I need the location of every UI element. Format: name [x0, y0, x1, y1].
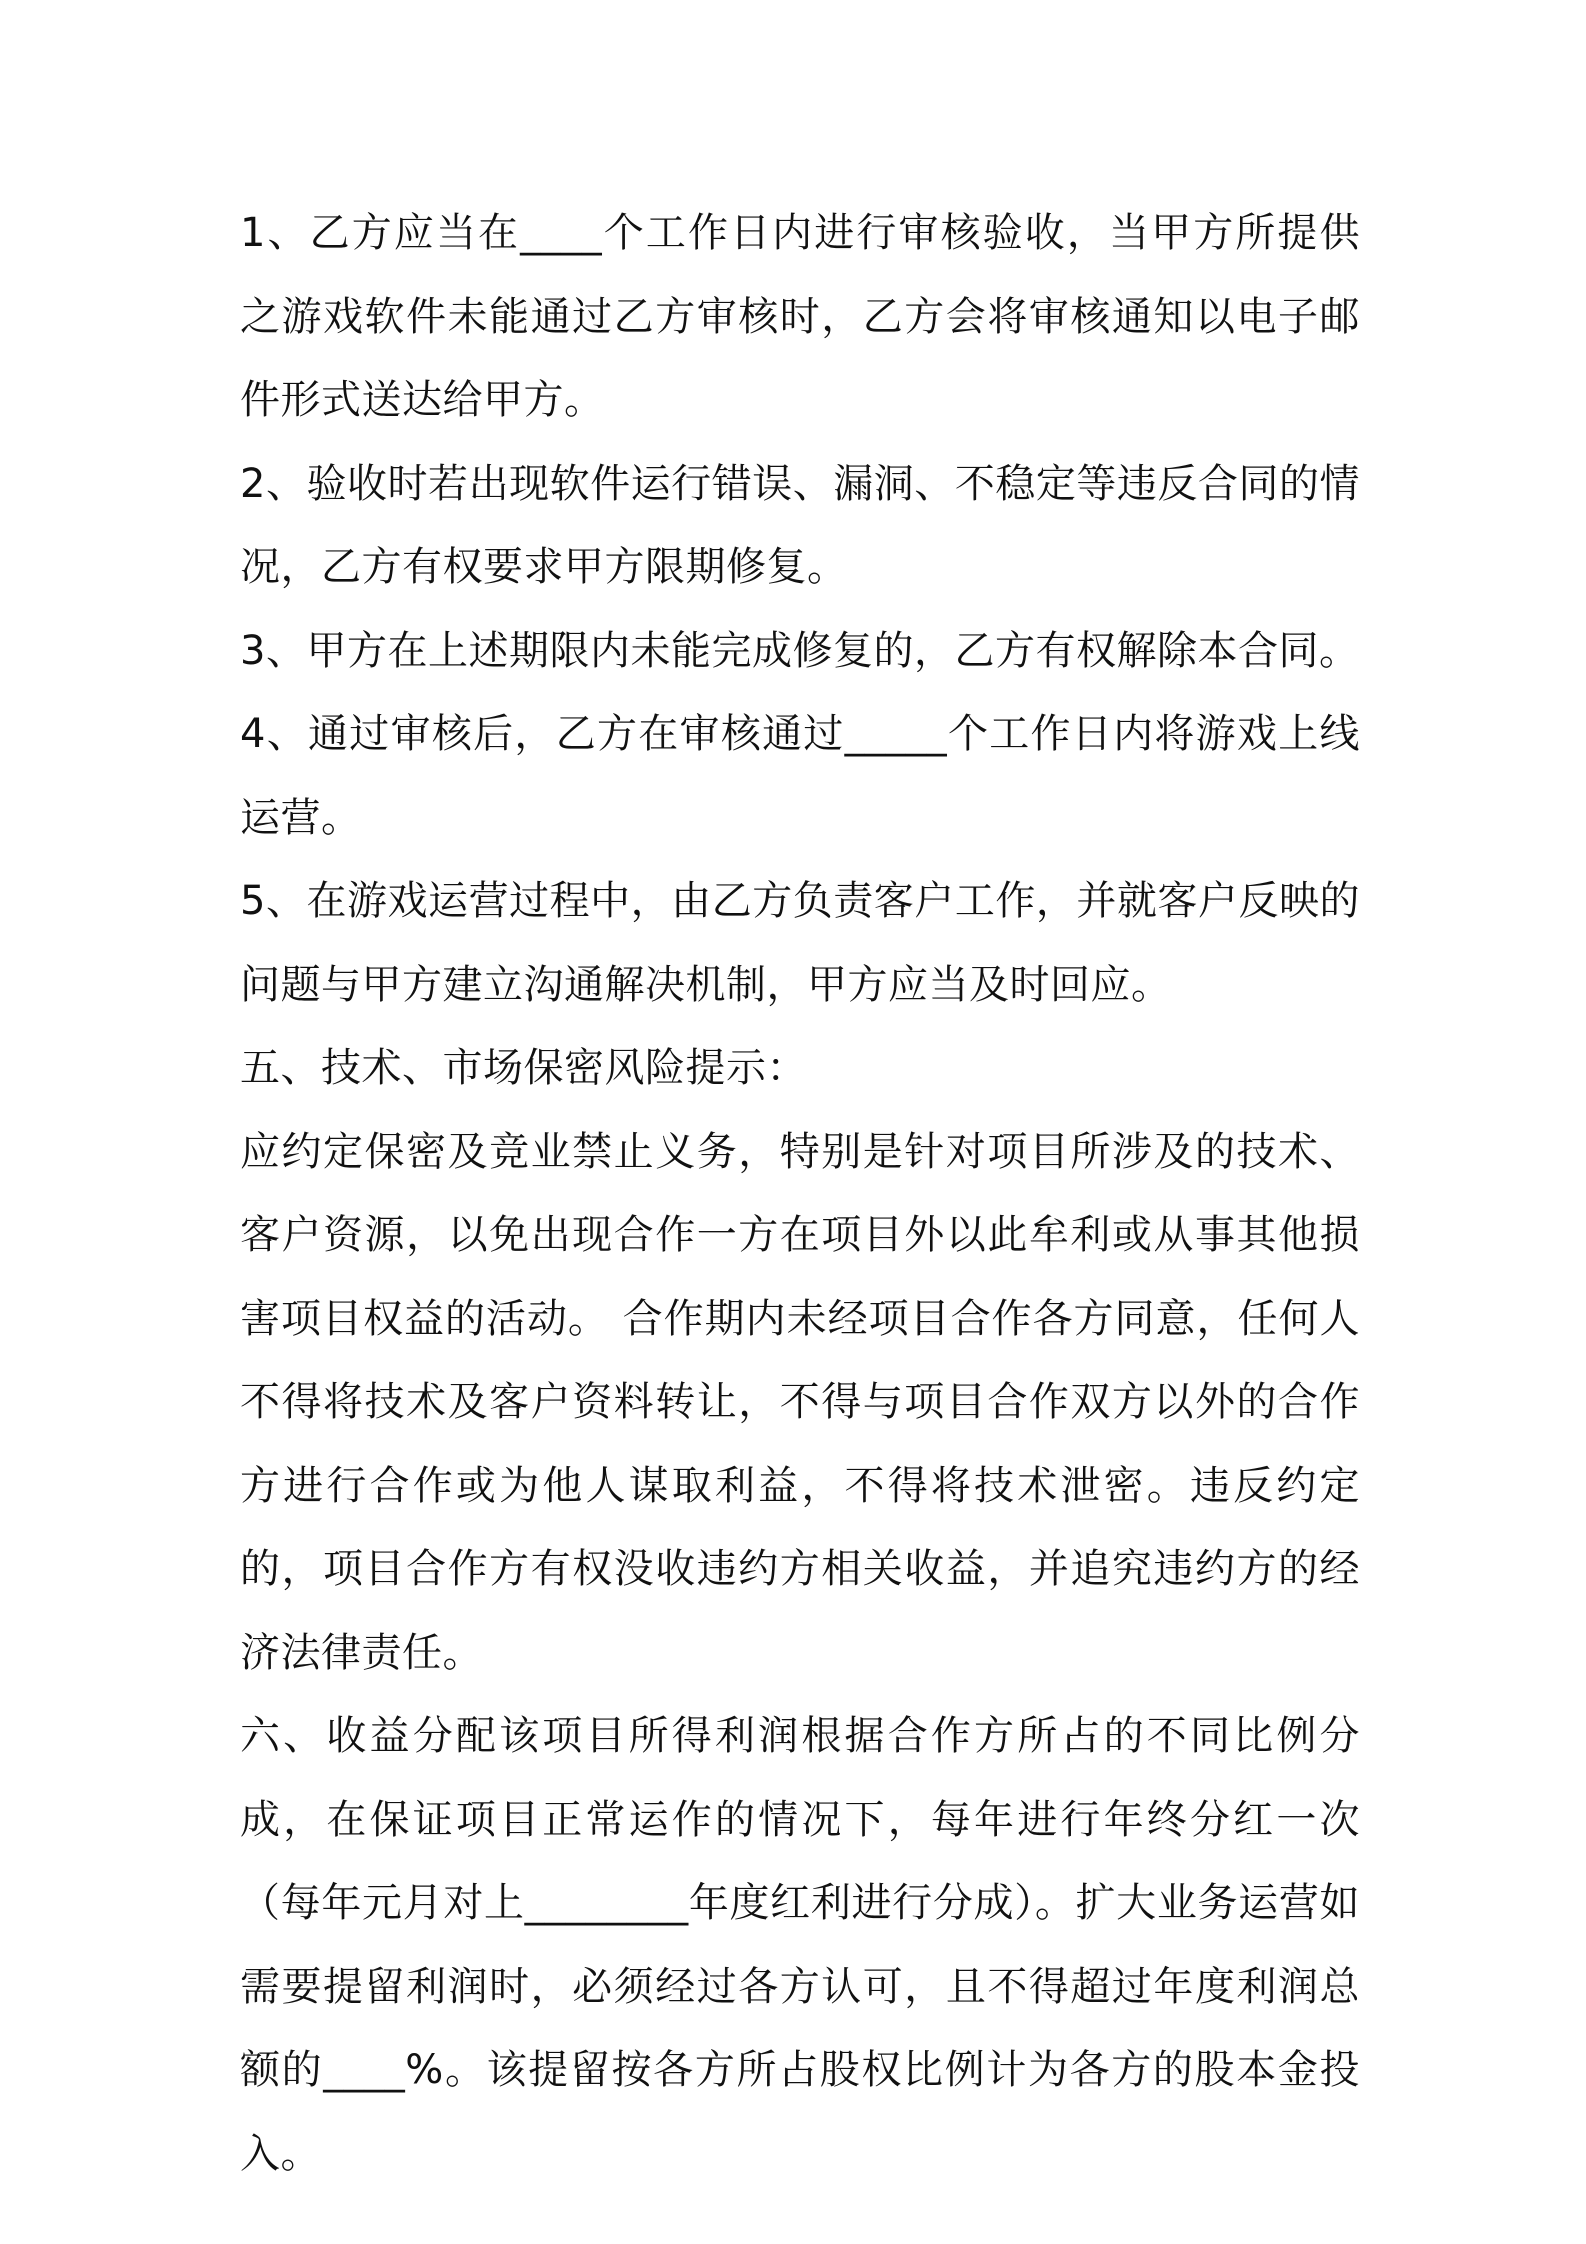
section-5-heading: 五、技术、市场保密风险提示： — [240, 1045, 807, 1091]
clause-2-defect-repair: 2、验收时若出现软件运行错误、漏洞、不稳定等违反合同的情况，乙方有权要求甲方限期修复。 — [240, 460, 1360, 590]
document-body — [240, 192, 1360, 2196]
clause-3-termination: 3、甲方在上述期限内未能完成修复的，乙方有权解除本合同。 — [240, 627, 1360, 674]
clause-5-customer-service: 5、在游戏运营过程中，由乙方负责客户工作，并就客户反映的问题与甲方建立沟通解决机制，甲方应当及时回应。 — [240, 878, 1360, 1008]
clause-1-review-acceptance: 1、乙方应当在____个工作日内进行审核验收，当甲方所提供之游戏软件未能通过乙方审核时，乙方会将审核通知以电子邮件形式送达给甲方。 — [240, 210, 1360, 423]
clause-4-launch: 4、通过审核后，乙方在审核通过_____个工作日内将游戏上线运营。 — [240, 711, 1360, 841]
section-6-profit-distribution: 六、收益分配该项目所得利润根据合作方所占的不同比例分成，在保证项目正常运作的情况下，每年进行年终分红一次（每年元月对上________年度红利进行分成）。扩大业务运营如需要提留利润时，必须经过各方认可，且不得超过年度利润总额的____%。该提留按各方所占股权比例计为各方的股本金投入。 — [240, 1713, 1360, 2177]
section-5-confidentiality-text: 应约定保密及竞业禁止义务，特别是针对项目所涉及的技术、客户资源，以免出现合作一方在项目外以此牟利或从事其他损害项目权益的活动。 合作期内未经项目合作各方同意，任何人不得将技术及客户资料转让，不得与项目合作双方以外的合作方进行合作或为他人谋取利益，不得将技术泄密。违反约定的，项目合作方有权没收违约方相关收益，并追究违约方的经济法律责任。 — [240, 1128, 1360, 1676]
